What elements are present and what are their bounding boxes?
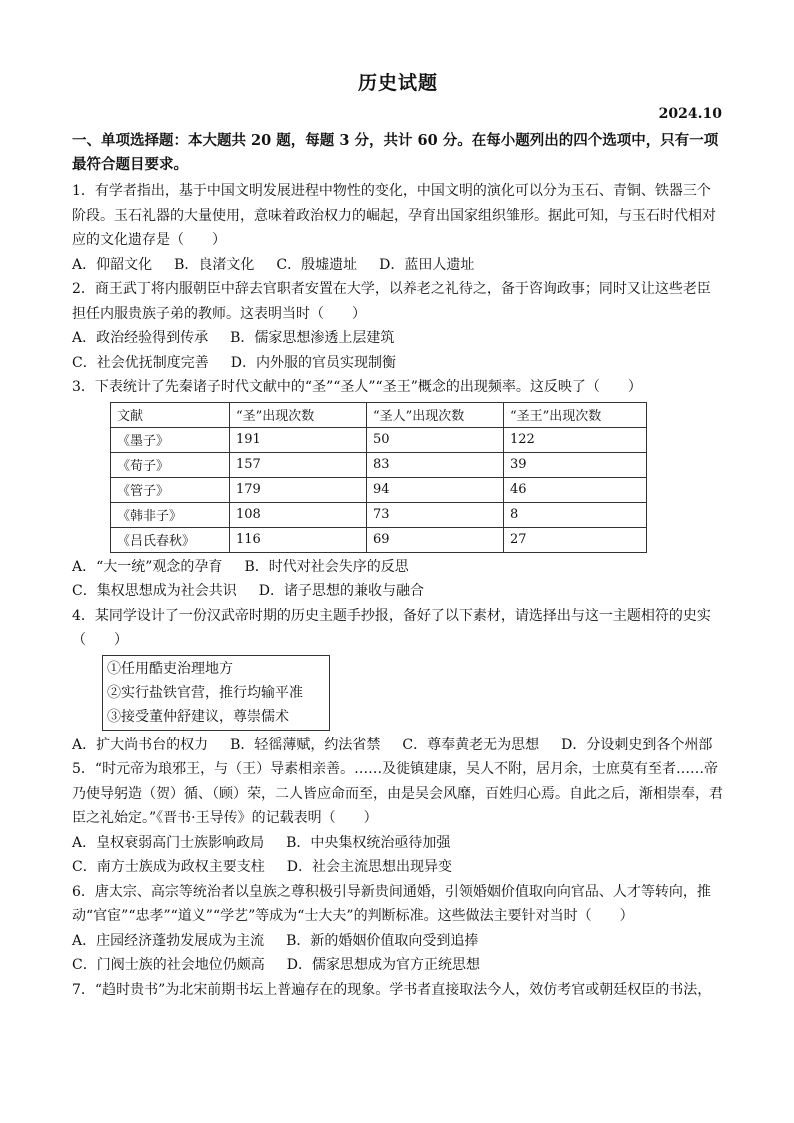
table-cell: 179 bbox=[230, 477, 367, 502]
question-stem: 4．某同学设计了一份汉武帝时期的历史主题手抄报，备好了以下素材，请选择出与这一主题相符的史实（ ） bbox=[72, 607, 711, 648]
option-a[interactable]: A．扩大尚书台的权力 bbox=[72, 736, 209, 753]
table-row bbox=[111, 502, 647, 527]
page-title: 历史试题 bbox=[357, 72, 438, 94]
table-header-row bbox=[111, 402, 647, 427]
question-7 bbox=[72, 978, 724, 1003]
question-5 bbox=[72, 757, 724, 880]
question-stem: 2．商王武丁将内服朝臣中辞去官职者安置在大学，以养老之礼待之，备于咨询政事；同时又让这些老臣担任内服贵族子弟的教师。这表明当时（ ） bbox=[72, 281, 711, 322]
section-heading: 一、单项选择题：本大题共 20 题，每题 3 分，共计 60 分。在每小题列出的四个选项中，只有一项最符合题目要求。 bbox=[72, 132, 719, 173]
options-row bbox=[72, 579, 724, 604]
question-6 bbox=[72, 880, 724, 978]
options-row bbox=[72, 855, 724, 880]
material-item: ②实行盐铁官营，推行均输平准 bbox=[107, 684, 303, 701]
table-header-cell: 文献 bbox=[111, 402, 230, 427]
frequency-table bbox=[110, 402, 647, 553]
option-c[interactable]: C．殷墟遗址 bbox=[276, 256, 358, 273]
question-2 bbox=[72, 277, 724, 375]
option-a[interactable]: A．仰韶文化 bbox=[72, 256, 153, 273]
questions bbox=[72, 179, 724, 1002]
table-cell: 69 bbox=[367, 527, 504, 552]
question-stem: 6．唐太宗、高宗等统治者以皇族之尊积极引导新贵间通婚，引领婚姻价值取向向官品、人才等转向，推动“官宦”“忠孝”“道义”“学艺”等成为“士大夫”的判断标准。这些做法主要针对当时（ ） bbox=[72, 883, 711, 924]
table-cell: 《韩非子》 bbox=[111, 502, 230, 527]
option-c[interactable]: C．社会优抚制度完善 bbox=[72, 354, 209, 371]
option-b[interactable]: B．时代对社会失序的反思 bbox=[244, 558, 409, 575]
question-4 bbox=[72, 604, 724, 758]
option-c[interactable]: C．门阀士族的社会地位仍颇高 bbox=[72, 957, 265, 973]
options-row bbox=[72, 326, 724, 351]
table-row bbox=[111, 527, 647, 552]
option-b[interactable]: B．良渚文化 bbox=[174, 256, 255, 273]
options-row bbox=[72, 733, 724, 758]
option-b[interactable]: B．中央集权统治亟待加强 bbox=[286, 834, 451, 851]
option-b[interactable]: B．儒家思想渗透上层建筑 bbox=[230, 330, 395, 346]
question-stem: 1．有学者指出，基于中国文明发展进程中物性的变化，中国文明的演化可以分为玉石、青铜、铁器三个阶段。玉石礼器的大量使用，意味着政治权力的崛起，孕育出国家组织雏形。据此可知，与玉石时代相对应的文化遗存是（ ） bbox=[72, 183, 716, 248]
material-item: ③接受董仲舒建议，尊崇儒术 bbox=[107, 708, 289, 725]
options-row bbox=[72, 351, 724, 376]
options-row bbox=[72, 555, 724, 580]
table-cell: 94 bbox=[367, 477, 504, 502]
table-cell: 191 bbox=[230, 427, 367, 452]
option-a[interactable]: A．“大一统”观念的孕育 bbox=[72, 558, 223, 575]
option-a[interactable]: A．皇权衰弱高门士族影响政局 bbox=[72, 834, 265, 851]
table-cell: 46 bbox=[504, 477, 647, 502]
option-d[interactable]: D．内外服的官员实现制衡 bbox=[230, 354, 396, 371]
option-a[interactable]: A．政治经验得到传承 bbox=[72, 330, 209, 346]
option-b[interactable]: B．轻徭薄赋，约法省禁 bbox=[230, 736, 381, 753]
question-stem: 5．“时元帝为琅邪王，与（王）导素相亲善。……及徙镇建康，吴人不附，居月余，士庶莫有至者……帝乃使导躬造（贺）循、（顾）荣，二人皆应命而至，由是吴会风靡，百姓归心焉。自此之后，渐相崇奉，君臣之礼始定。”《晋书·王导传》的记载表明（ ） bbox=[72, 761, 723, 826]
option-d[interactable]: D．蓝田人遗址 bbox=[379, 256, 475, 273]
option-d[interactable]: D．社会主流思想出现异变 bbox=[286, 859, 452, 875]
question-3 bbox=[72, 375, 724, 604]
table-header-cell: “圣”出现次数 bbox=[230, 402, 367, 427]
option-d[interactable]: D．分设刺史到各个州部 bbox=[561, 736, 713, 753]
table-header-cell: “圣人”出现次数 bbox=[367, 402, 504, 427]
option-c[interactable]: C．南方士族成为政权主要支柱 bbox=[72, 859, 265, 875]
table-cell: 122 bbox=[504, 427, 647, 452]
question-stem: 7．“趋时贵书”为北宋前期书坛上普遍存在的现象。学书者直接取法今人，效仿考官或朝廷权臣的书法， bbox=[72, 981, 712, 998]
table-cell: 50 bbox=[367, 427, 504, 452]
exam-date: 2024.10 bbox=[658, 106, 722, 122]
table-cell: 《墨子》 bbox=[111, 427, 230, 452]
options-row bbox=[72, 831, 724, 856]
table-row bbox=[111, 477, 647, 502]
table-cell: 8 bbox=[504, 502, 647, 527]
table-cell: 83 bbox=[367, 452, 504, 477]
table-row bbox=[111, 427, 647, 452]
table-cell: 116 bbox=[230, 527, 367, 552]
option-b[interactable]: B．新的婚姻价值取向受到追捧 bbox=[286, 932, 479, 949]
table-row bbox=[111, 452, 647, 477]
option-a[interactable]: A．庄园经济蓬勃发展成为主流 bbox=[72, 932, 265, 949]
table-cell: 《荀子》 bbox=[111, 452, 230, 477]
material-box bbox=[102, 655, 330, 731]
options-row bbox=[72, 953, 724, 978]
option-c[interactable]: C．集权思想成为社会共识 bbox=[72, 583, 237, 599]
table-cell: 27 bbox=[504, 527, 647, 552]
question-1 bbox=[72, 179, 724, 277]
table-cell: 《吕氏春秋》 bbox=[111, 527, 230, 552]
table-cell: 73 bbox=[367, 502, 504, 527]
options-row bbox=[72, 253, 724, 278]
options-row bbox=[72, 929, 724, 954]
option-d[interactable]: D．儒家思想成为官方正统思想 bbox=[286, 957, 480, 973]
table-header-cell: “圣王”出现次数 bbox=[504, 402, 647, 427]
table-cell: 108 bbox=[230, 502, 367, 527]
table-cell: 39 bbox=[504, 452, 647, 477]
material-item: ①任用酷吏治理地方 bbox=[107, 660, 233, 677]
option-d[interactable]: D．诸子思想的兼收与融合 bbox=[258, 583, 424, 599]
option-c[interactable]: C．尊奉黄老无为思想 bbox=[402, 736, 540, 753]
table-cell: 157 bbox=[230, 452, 367, 477]
table-cell: 《管子》 bbox=[111, 477, 230, 502]
question-stem: 3．下表统计了先秦诸子时代文献中的“圣”“圣人”“圣王”概念的出现频率。这反映了（ ） bbox=[72, 379, 642, 395]
